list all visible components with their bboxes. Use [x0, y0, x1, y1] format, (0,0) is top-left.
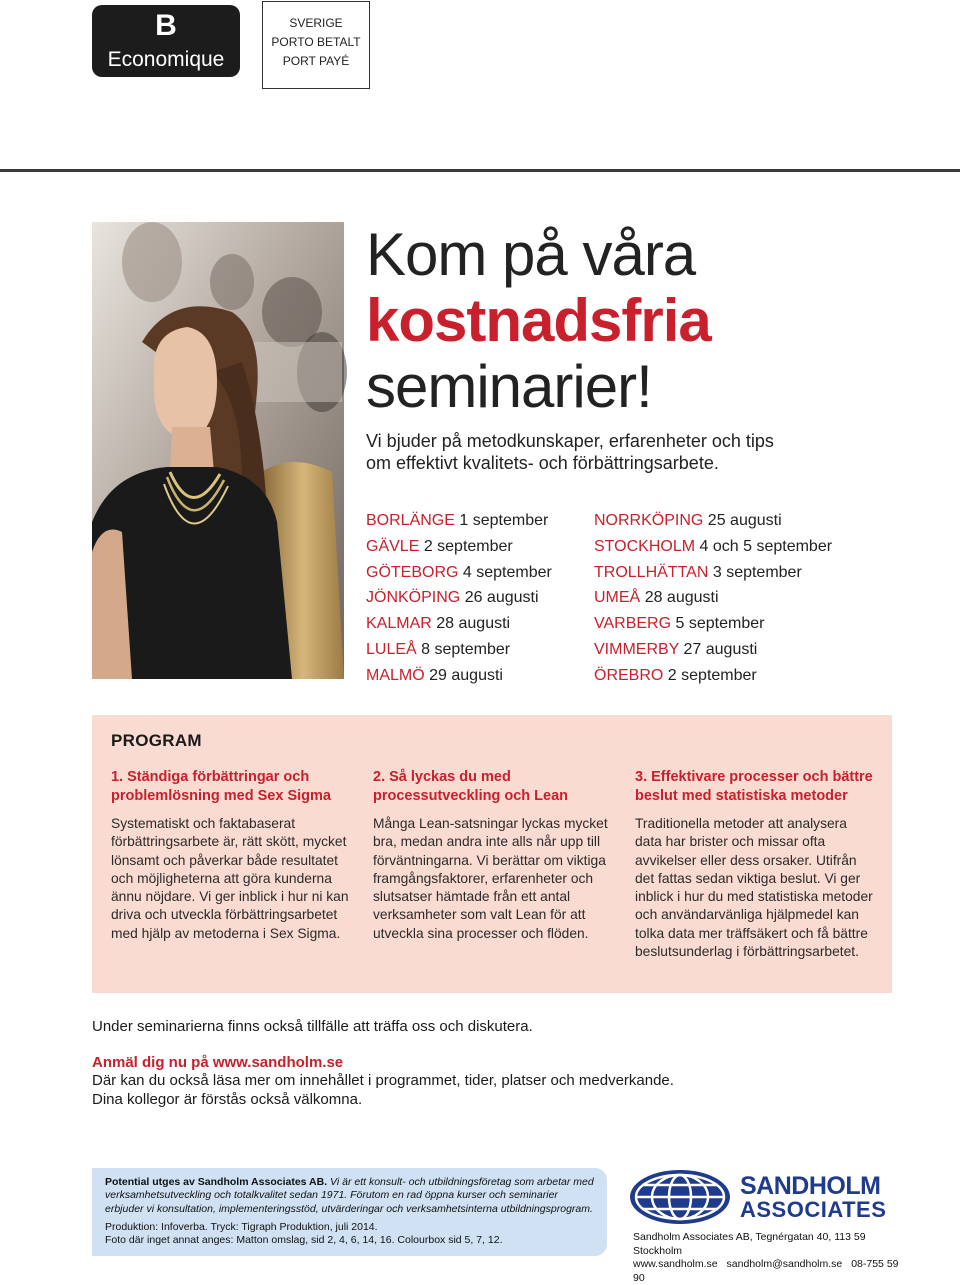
- city-name: ÖREBRO: [594, 666, 664, 684]
- porto-line: PORT PAYÉ: [282, 54, 350, 68]
- city-row: [366, 611, 552, 637]
- woman-at-seminar-image: [92, 222, 344, 679]
- logo-wordmark: [740, 1174, 886, 1221]
- program-item: [111, 768, 351, 943]
- city-name: VARBERG: [594, 615, 672, 633]
- headline-line-3: seminarier!: [366, 353, 652, 420]
- seminar-photo: [92, 222, 344, 679]
- city-name: UMEÅ: [594, 589, 641, 607]
- city-date: 4 september: [462, 563, 552, 581]
- headline: [366, 222, 711, 420]
- city-row: [594, 637, 832, 663]
- city-row: [594, 508, 832, 534]
- city-date: 8 september: [421, 640, 511, 658]
- headline-line-2: kostnadsfria: [366, 287, 711, 354]
- phone-number: 08-755 59 90: [633, 1258, 899, 1284]
- city-date: 2 september: [423, 537, 513, 555]
- program-item-title: 3. Effektivare processer och bättre beslut med statistiska metoder: [635, 769, 873, 804]
- address-line: Sandholm Associates AB, Tegnérgatan 40, 113 59 Stockholm: [633, 1231, 866, 1257]
- city-row: [366, 508, 552, 534]
- city-date: 4 och 5 september: [699, 537, 833, 555]
- program-box: [92, 715, 892, 993]
- city-name: GÖTEBORG: [366, 563, 459, 581]
- production-credit: Produktion: Infoverba. Tryck: Tigraph Produktion, juli 2014.: [105, 1220, 378, 1233]
- photo-credit: Foto där inget annat anges: Matton omslag, sid 2, 4, 6, 14, 16. Colourbox sid 5, 7, 12.: [105, 1234, 503, 1247]
- city-name: BORLÄNGE: [366, 512, 455, 529]
- city-date: 2 september: [667, 666, 757, 684]
- city-row: [366, 637, 552, 663]
- porto-line: SVERIGE: [289, 16, 343, 30]
- logo-line-2: ASSOCIATES: [740, 1197, 887, 1222]
- globe-logo-icon: [628, 1168, 733, 1226]
- city-date: 27 augusti: [683, 640, 758, 658]
- intro-text: [366, 430, 886, 474]
- logo-line-1: SANDHOLM: [740, 1172, 881, 1200]
- contact-line: [633, 1258, 903, 1285]
- program-item-body: Systematiskt och faktabaserat förbättringsarbete är, rätt skött, mycket lönsamt och påverkar både resultatet och möjligheterna att göra kunderna ännu nöjdare. Vi ger inblick i hur ni kan driva och utveckla förbättringsarbetet med hjälp av metoderna i Sex Sigma.: [111, 816, 349, 941]
- sandholm-logo: [628, 1168, 893, 1228]
- city-date: 5 september: [675, 615, 765, 633]
- city-row: [366, 560, 552, 586]
- city-date: 3 september: [712, 563, 802, 581]
- city-date: 25 augusti: [707, 512, 782, 529]
- city-row: [594, 585, 832, 611]
- city-name: MALMÖ: [366, 666, 425, 684]
- city-date: 28 augusti: [436, 615, 511, 633]
- publisher-info-box: [92, 1168, 607, 1256]
- city-row: [594, 534, 832, 560]
- seminar-cities-right: [594, 508, 832, 689]
- city-name: NORRKÖPING: [594, 512, 704, 529]
- register-link[interactable]: Anmäl dig nu på www.sandholm.se: [92, 1053, 344, 1071]
- city-row: [594, 560, 832, 586]
- publisher-text: [105, 1176, 599, 1216]
- program-item-body: Traditionella metoder att analysera data har brister och missar ofta avvikelser eller dess orsaker. Utifrån det fattas sedan viktiga beslut. Vi ger inblick i hur du med statistiska metoder och användarvänliga hjälpmedel kan tolka data mer träffsäkert och få bättre beslutsunderlag i förbättringsarbetet.: [635, 816, 873, 960]
- intro-line-1: Vi bjuder på metodkunskaper, erfarenheter och tips: [366, 431, 774, 451]
- city-date: 28 augusti: [644, 589, 719, 607]
- bottom-line-4: Dina kollegor är förstås också välkomna.: [92, 1090, 363, 1108]
- postage-class-name: Economique: [107, 48, 225, 71]
- city-name: LULEÅ: [366, 640, 417, 658]
- company-address: [633, 1231, 903, 1285]
- city-row: [366, 663, 552, 689]
- intro-line-2: om effektivt kvalitets- och förbättringsarbete.: [366, 453, 719, 473]
- porto-line: PORTO BETALT: [271, 35, 361, 49]
- publisher-name: Potential utges av Sandholm Associates AB.: [105, 1176, 328, 1188]
- city-name: VIMMERBY: [594, 640, 680, 658]
- city-row: [594, 611, 832, 637]
- seminar-cities-left: [366, 508, 552, 689]
- city-name: JÖNKÖPING: [366, 589, 461, 607]
- city-date: 26 augusti: [464, 589, 539, 607]
- postage-class-badge: [92, 5, 240, 77]
- city-date: 29 augusti: [429, 666, 503, 684]
- email-link[interactable]: sandholm@sandholm.se: [726, 1258, 843, 1270]
- program-item-title: 1. Ständiga förbättringar och problemlösning med Sex Sigma: [111, 769, 331, 804]
- city-row: [366, 585, 552, 611]
- program-item: [635, 768, 875, 961]
- postage-class-letter: B: [155, 9, 177, 42]
- city-date: 1 september: [459, 512, 549, 529]
- city-name: TROLLHÄTTAN: [594, 563, 709, 581]
- publisher-description: Vi är ett konsult- och utbildningsföretag som arbetar med verksamhetsutveckling och totalkvalitet sedan 1971. Förutom en rad öppna kurser och seminarier erbjuder vi konsultation, implementeringsstöd, utvärderingar och verksamhetsinterna utbildningsprogram.: [105, 1176, 594, 1215]
- program-title: PROGRAM: [111, 731, 202, 750]
- city-name: KALMAR: [366, 615, 432, 633]
- bottom-line-1: Under seminarierna finns också tillfälle att träffa oss och diskutera.: [92, 1018, 533, 1035]
- headline-line-1: Kom på våra: [366, 221, 696, 288]
- porto-betalt-stamp: [262, 1, 370, 89]
- bottom-text: [92, 1018, 872, 1109]
- program-item: [373, 768, 613, 943]
- program-item-title: 2. Så lyckas du med processutveckling och Lean: [373, 769, 569, 804]
- website-link[interactable]: www.sandholm.se: [633, 1258, 718, 1270]
- program-item-body: Många Lean-satsningar lyckas mycket bra, medan andra inte alls når upp till förväntningarna. Vi berättar om viktiga framgångsfaktorer, erfarenheter och slutsatser hämtade från ett antal verksamheter som valt Lean för att utveckla sina processer och flöden.: [373, 816, 608, 941]
- bottom-line-3: Där kan du också läsa mer om innehållet i programmet, tider, platser och medverkande.: [92, 1072, 674, 1089]
- city-name: STOCKHOLM: [594, 537, 696, 555]
- city-name: GÄVLE: [366, 537, 420, 555]
- top-divider: [0, 169, 960, 172]
- city-row: [366, 534, 552, 560]
- city-row: [594, 663, 832, 689]
